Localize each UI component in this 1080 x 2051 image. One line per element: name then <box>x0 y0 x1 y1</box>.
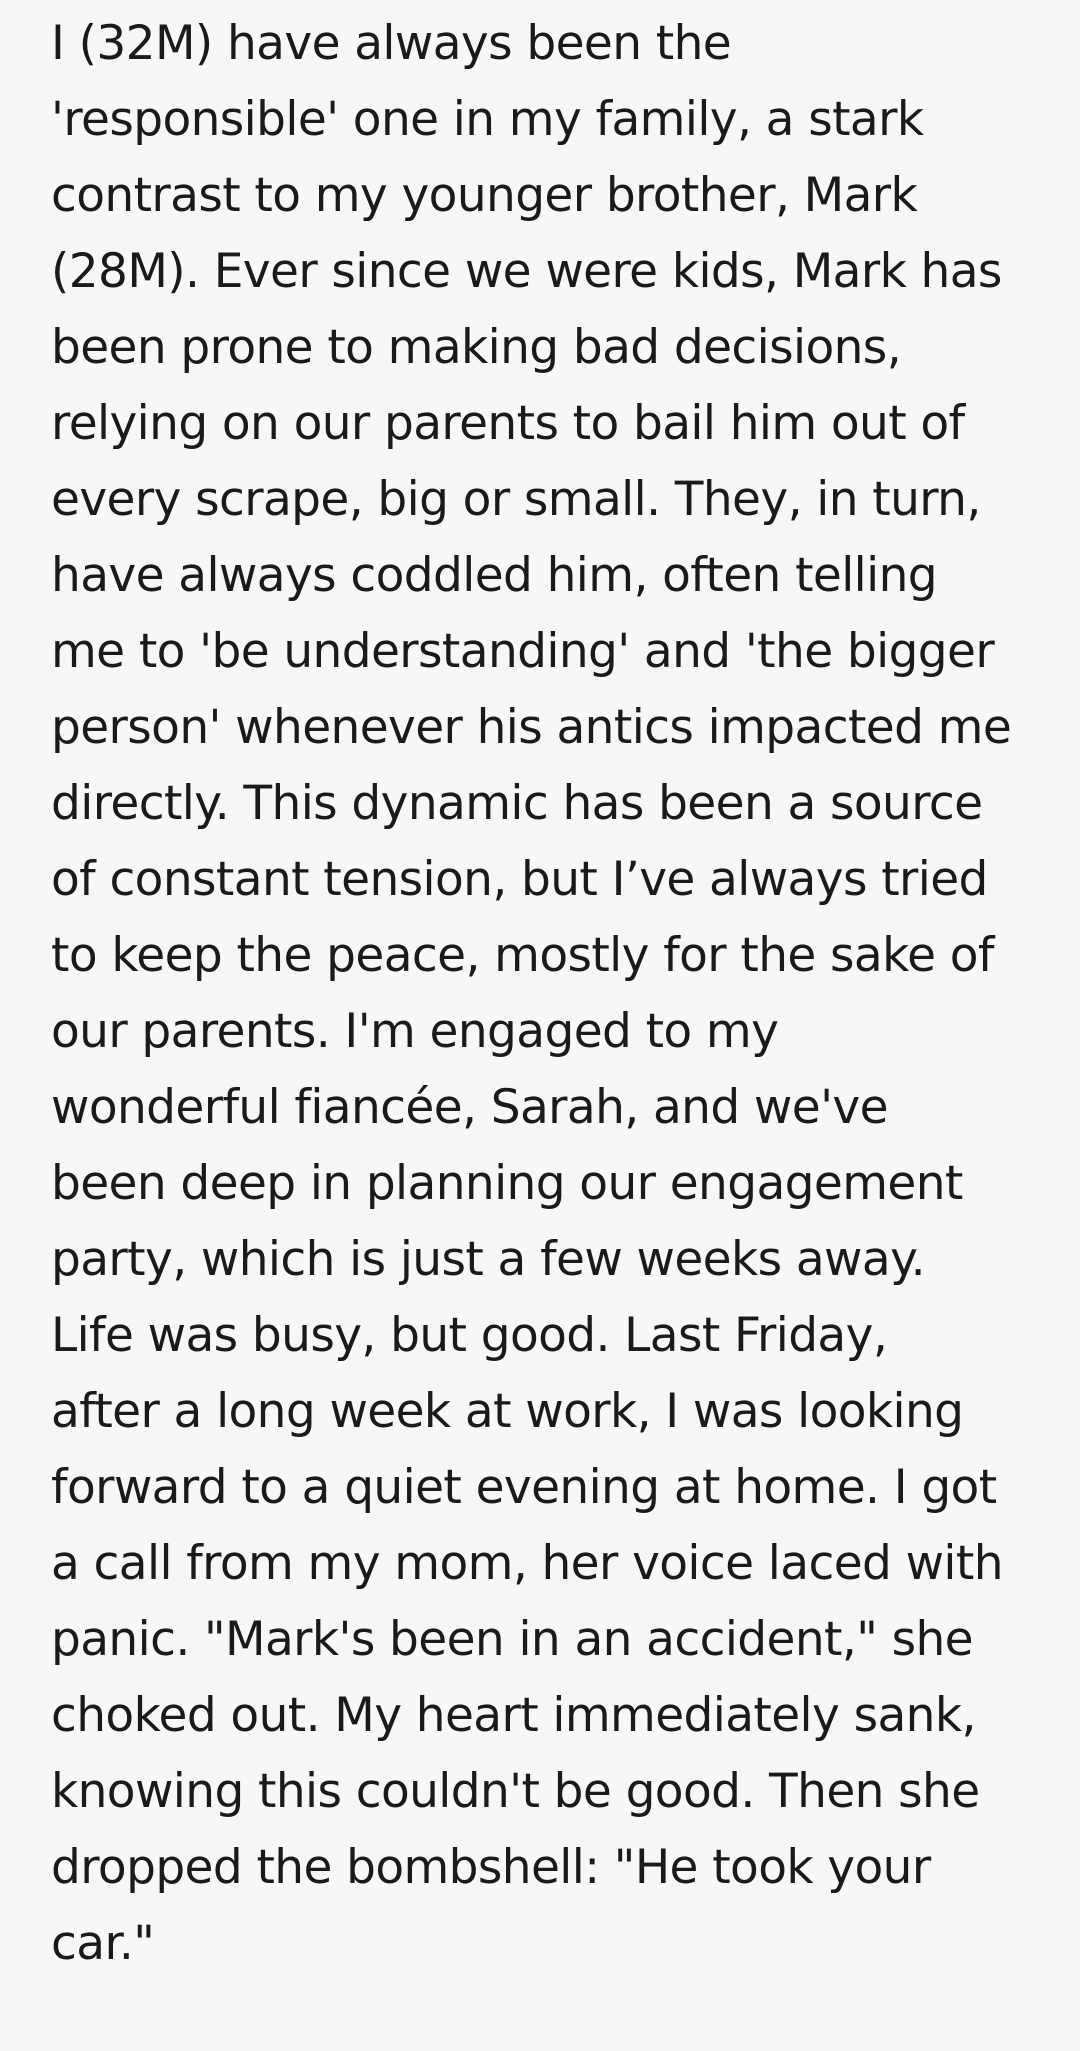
story-line: I (32M) have always been the <box>51 16 732 71</box>
story-line: person' whenever his antics impacted me <box>51 700 1012 755</box>
story-line: wonderful fiancée, Sarah, and we've <box>51 1080 888 1135</box>
story-line: after a long week at work, I was looking <box>51 1384 964 1439</box>
story-line: relying on our parents to bail him out of <box>51 396 965 451</box>
story-line: knowing this couldn't be good. Then she <box>51 1764 980 1819</box>
story-line: to keep the peace, mostly for the sake of <box>51 928 994 983</box>
story-line: forward to a quiet evening at home. I got <box>51 1460 997 1515</box>
story-line: Life was busy, but good. Last Friday, <box>51 1308 888 1363</box>
story-line: (28M). Ever since we were kids, Mark has <box>51 244 1002 299</box>
story-line: every scrape, big or small. They, in turn, <box>51 472 981 527</box>
story-line: contrast to my younger brother, Mark <box>51 168 918 223</box>
story-line: of constant tension, but I’ve always tried <box>51 852 988 907</box>
story-line: been prone to making bad decisions, <box>51 320 902 375</box>
story-line: dropped the bombshell: "He took your <box>51 1840 931 1895</box>
story-line: have always coddled him, often telling <box>51 548 938 603</box>
story-line: me to 'be understanding' and 'the bigger <box>51 624 995 679</box>
story-line: our parents. I'm engaged to my <box>51 1004 779 1059</box>
story-line: panic. "Mark's been in an accident," she <box>51 1612 973 1667</box>
story-line: a call from my mom, her voice laced with <box>51 1536 1003 1591</box>
story-body <box>51 0 1011 1982</box>
story-line: directly. This dynamic has been a source <box>51 776 983 831</box>
story-line: choked out. My heart immediately sank, <box>51 1688 976 1743</box>
story-line: party, which is just a few weeks away. <box>51 1232 925 1287</box>
story-line: been deep in planning our engagement <box>51 1156 963 1211</box>
story-line: car." <box>51 1916 155 1971</box>
story-line: 'responsible' one in my family, a stark <box>51 92 924 147</box>
